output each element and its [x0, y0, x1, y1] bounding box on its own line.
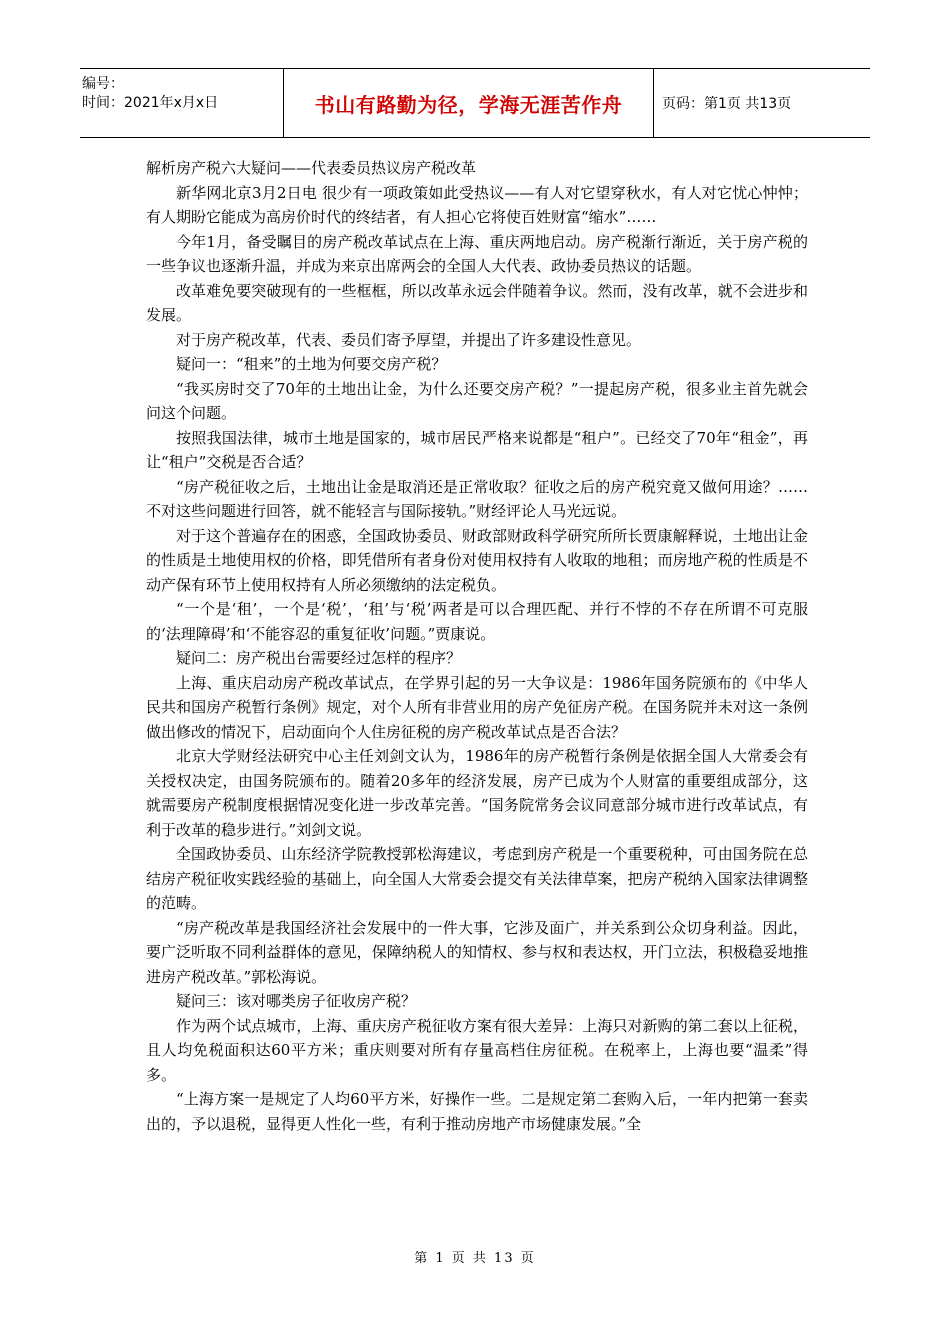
paragraph: “我买房时交了70年的土地出让金，为什么还要交房产税？”一提起房产税，很多业主首先就会问这个问题。 [146, 379, 808, 422]
paragraph: 作为两个试点城市，上海、重庆房产税征收方案有很大差异：上海只对新购的第二套以上征税，且人均免税面积达60平方米；重庆则要对所有存量高档住房征税。在税率上，上海也要“温柔”得多。 [146, 1016, 808, 1084]
section-heading: 疑问一：“租来”的土地为何要交房产税？ [176, 355, 447, 373]
paragraph: “房产税改革是我国经济社会发展中的一件大事，它涉及面广，并关系到公众切身利益。因此，要广泛听取不同利益群体的意见，保障纳税人的知情权、参与权和表达权，开门立法，积极稳妥地推进房产税改革。”郭松海说。 [146, 918, 808, 986]
paragraph: 今年1月，备受瞩目的房产税改革试点在上海、重庆两地启动。房产税渐行渐近，关于房产税的一些争议也逐渐升温，并成为来京出席两会的全国人大代表、政协委员热议的话题。 [146, 232, 808, 275]
header-page-code: 页码：第1页 共13页 [662, 96, 792, 112]
paragraph: 按照我国法律，城市土地是国家的，城市居民严格来说都是“租户”。已经交了70年“租金”，再让“租户”交税是否合适？ [146, 428, 808, 471]
document-date: 时间：2021年x月x日 [82, 95, 219, 111]
page-footer: 第 1 页 共 13 页 [414, 1251, 536, 1266]
paragraph: 对于房产税改革，代表、委员们寄予厚望，并提出了许多建设性意见。 [176, 330, 642, 349]
article-body [146, 156, 808, 1136]
document-number-label: 编号： [82, 76, 124, 92]
header-motto: 书山有路勤为径，学海无涯苦作舟 [284, 69, 654, 137]
paragraph: 全国政协委员、山东经济学院教授郭松海建议，考虑到房产税是一个重要税种，可由国务院在总结房产税征收实践经验的基础上，向全国人大常委会提交有关法律草案，把房产税纳入国家法律调整的范畴。 [146, 845, 808, 912]
page-header [80, 68, 870, 138]
paragraph: 北京大学财经法研究中心主任刘剑文认为，1986年的房产税暂行条例是依据全国人大常委会有关授权决定，由国务院颁布的。随着20多年的经济发展，房产已成为个人财富的重要组成部分，这就需要房产税制度根据情况变化进一步改革完善。“国务院常务会议同意部分城市进行改革试点，有利于改革的稳步进行。”刘剑文说。 [146, 747, 808, 839]
article-title: 解析房产税六大疑问——代表委员热议房产税改革 [146, 159, 477, 177]
section-heading: 疑问二：房产税出台需要经过怎样的程序？ [176, 649, 462, 667]
paragraph: 新华网北京3月2日电 很少有一项政策如此受热议——有人对它望穿秋水，有人对它忧心忡忡；有人期盼它能成为高房价时代的终结者，有人担心它将使百姓财富“缩水”…… [146, 183, 808, 226]
paragraph: “一个是‘租’，一个是‘税’，‘租’与‘税’两者是可以合理匹配、并行不悖的不存在所谓不可克服的‘法理障碍’和‘不能容忍的重复征收’问题。”贾康说。 [146, 600, 808, 643]
paragraph: “房产税征收之后，土地出让金是取消还是正常收取？征收之后的房产税究竟又做何用途？……不对这些问题进行回答，就不能轻言与国际接轨。”财经评论人马光远说。 [146, 477, 808, 520]
paragraph: “上海方案一是规定了人均60平方米，好操作一些。二是规定第二套购入后，一年内把第一套卖出的，予以退税，显得更人性化一些，有利于推动房地产市场健康发展。”全 [146, 1090, 808, 1133]
section-heading: 疑问三：该对哪类房子征收房产税？ [176, 992, 417, 1010]
header-meta [80, 69, 284, 137]
paragraph: 上海、重庆启动房产税改革试点，在学界引起的另一大争议是：1986年国务院颁布的《中华人民共和国房产税暂行条例》规定，对个人所有非营业用的房产免征房产税。在国务院并未对这一条例做出修改的情况下，启动面向个人住房征税的房产税改革试点是否合法？ [146, 673, 808, 741]
paragraph: 对于这个普遍存在的困惑，全国政协委员、财政部财政科学研究所所长贾康解释说，土地出让金的性质是土地使用权的价格，即凭借所有者身份对使用权持有人收取的地租；而房地产税的性质是不动产保有环节上使用权持有人所必须缴纳的法定税负。 [146, 526, 808, 594]
paragraph: 改革难免要突破现有的一些框框，所以改革永远会伴随着争议。然而，没有改革，就不会进步和发展。 [146, 281, 808, 324]
